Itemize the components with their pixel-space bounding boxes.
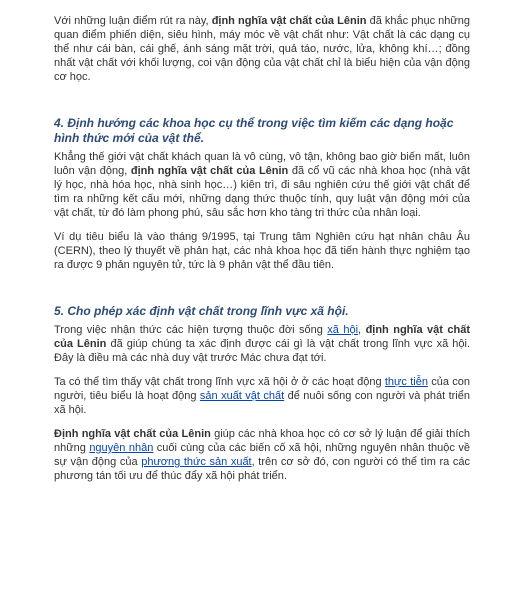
intro-paragraph [54,14,470,84]
bold-term: Định nghĩa vật chất của Lênin [54,428,211,440]
link-phuong-thuc-san-xuat[interactable]: phương thức sản xuất [141,456,252,468]
section-4-heading: 4. Định hướng các khoa học cụ thể trong việc tìm kiếm các dạng hoặc hình thức mới của vật thể. [54,116,454,145]
bold-term: định nghĩa vật chất của Lênin [130,165,289,177]
section-4-paragraph-2: Ví dụ tiêu biểu là vào tháng 9/1995, tại Trung tâm Nghiên cứu hạt nhân châu Âu (CERN), theo lý thuyết về phản hạt, các nhà khoa học đã tiến hành thực nghiệm tạo ra được 9 phản nguyên tử, tức là 9 phản vật thể đầu tiên. [54,231,470,271]
section-5-heading: 5. Cho phép xác định vật chất trong lĩnh vực xã hội. [54,304,349,318]
link-xa-hoi[interactable]: xã hội [327,324,359,336]
text-run: giúp các nhà khoa học có cơ sở lý luận để giải thích những [54,428,470,454]
text-run: để nuôi sống con người và phát triển xã hội. [54,390,470,416]
text-run: của con người, tiêu biểu là hoạt động [54,376,470,402]
text-run: đã giúp chúng ta xác định được cái gì là vật chất trong lĩnh vực xã hội. Đây là điều mà các nhà duy vật trước Mác chưa đạt tới. [54,338,471,364]
article-body [54,14,470,493]
link-nguyen-nhan[interactable]: nguyên nhân [89,442,154,454]
text-run: , trên cơ sở đó, con người có thể tìm ra các phương tán tối ưu để thúc đẩy xã hội phát triển. [54,456,471,482]
section-5-paragraph-1 [54,323,470,365]
section-5-paragraph-2 [54,375,470,417]
bold-term: định nghĩa vật chất của Lênin [54,324,470,350]
link-thuc-tien[interactable]: thực tiễn [384,376,428,388]
section-spacer [54,282,470,304]
text-run: đã khắc phục những quan điểm phiến diện, siêu hình, máy móc về vật chất như: Vật chất là các dạng cụ thể như cái bàn, cái ghế, ánh sáng mặt trời, quả táo, nước, lửa, không khí…; đồng nhất vật chất với khối lượng, coi vận động của vật chất chỉ là biểu hiện của vận động cơ học. [54,15,470,83]
text-run: Trong việc nhận thức các hiện tượng thuộc đời sống [54,324,328,336]
text-run: đã cổ vũ các nhà khoa học (nhà vật lý học, nhà hóa học, nhà sinh học…) kiên trì, đi sâu nghiên cứu thế giới vật chất để tìm ra những kết cấu mới, những dạng thức thuộc tính, quy luật vận động mới của vật chất, từ đó làm phong phú, sâu sắc hơn kho tàng tri thức của nhân loại. [54,165,470,219]
section-4-paragraph-1 [54,150,470,220]
bold-term: định nghĩa vật chất của Lênin [211,15,367,27]
text-run: , [358,324,366,336]
text-run: cuối cùng của các biến cố xã hội, những nguyên nhân thuộc về sự vận động của [54,442,470,468]
text-run: Khẳng thế giới vật chất khách quan là vô cùng, vô tận, không bao giờ biến mất, luôn luôn vận động, [54,151,470,177]
text-run: Với những luận điểm rút ra này, [54,15,212,27]
link-san-xuat-vat-chat[interactable]: sản xuất vật chất [199,390,285,402]
text-run: Ta có thể tìm thấy vật chất trong lĩnh vực xã hội ở ở các hoạt động [54,376,385,388]
section-spacer [54,94,470,116]
section-5-paragraph-3 [54,427,470,483]
